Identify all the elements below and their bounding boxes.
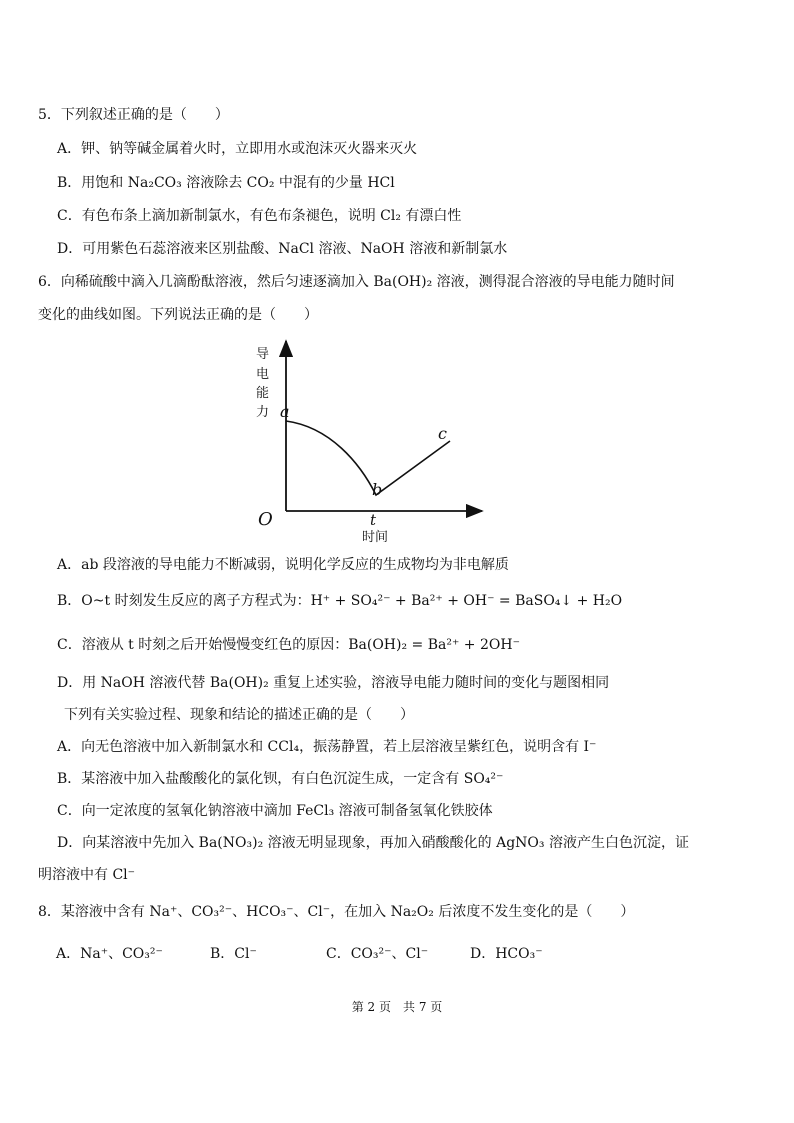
graph-ylabel-char-2: 电 bbox=[256, 367, 270, 382]
q6-stem-line2: 变化的曲线如图。下列说法正确的是（ ） bbox=[38, 307, 318, 323]
q7-option-b: B．某溶液中加入盐酸酸化的氯化钡，有白色沉淀生成，一定含有 SO₄²⁻ bbox=[57, 771, 504, 787]
graph-curve bbox=[286, 421, 450, 495]
graph-ylabel-char-1: 导 bbox=[256, 347, 270, 362]
q6-option-c: C．溶液从 t 时刻之后开始慢慢变红色的原因：Ba(OH)₂ = Ba²⁺ + 2OH⁻ bbox=[57, 637, 520, 653]
q5-option-b: B．用饱和 Na₂CO₃ 溶液除去 CO₂ 中混有的少量 HCl bbox=[57, 175, 395, 191]
q8-option-a: A．Na⁺、CO₃²⁻ bbox=[56, 946, 163, 962]
graph-point-b: b bbox=[372, 480, 383, 499]
q5-option-c: C．有色布条上滴加新制氯水，有色布条褪色，说明 Cl₂ 有漂白性 bbox=[57, 208, 462, 224]
q6-option-b: B．O~t 时刻发生反应的离子方程式为：H⁺ + SO₄²⁻ + Ba²⁺ + OH⁻ = BaSO₄↓ + H₂O bbox=[57, 593, 623, 609]
q8-option-d: D．HCO₃⁻ bbox=[470, 946, 543, 962]
q8-option-b: B．Cl⁻ bbox=[210, 946, 257, 962]
conductivity-graph bbox=[250, 335, 490, 545]
q6-stem-line1: 6．向稀硫酸中滴入几滴酚酞溶液，然后匀速逐滴加入 Ba(OH)₂ 溶液，测得混合溶液的导电能力随时间 bbox=[38, 274, 675, 290]
q6-option-a: A．ab 段溶液的导电能力不断减弱，说明化学反应的生成物均为非电解质 bbox=[57, 557, 509, 573]
q8-stem: 8．某溶液中含有 Na⁺、CO₃²⁻、HCO₃⁻、Cl⁻，在加入 Na₂O₂ 后浓度不发生变化的是（ ） bbox=[38, 904, 635, 920]
q7-stem: 下列有关实验过程、现象和结论的描述正确的是（ ） bbox=[64, 707, 414, 723]
graph-origin: O bbox=[258, 509, 273, 530]
page-footer: 第 2 页 共 7 页 bbox=[351, 1000, 443, 1014]
graph-t-label: t bbox=[370, 511, 377, 529]
q6-option-d: D．用 NaOH 溶液代替 Ba(OH)₂ 重复上述实验，溶液导电能力随时间的变化与题图相同 bbox=[57, 675, 610, 691]
q7-option-c: C．向一定浓度的氢氧化钠溶液中滴加 FeCl₃ 溶液可制备氢氧化铁胶体 bbox=[57, 803, 493, 819]
graph-ylabel-char-4: 力 bbox=[256, 405, 270, 420]
q8-options-row bbox=[56, 943, 756, 963]
q7-option-a: A．向无色溶液中加入新制氯水和 CCl₄，振荡静置，若上层溶液呈紫红色，说明含有 I⁻ bbox=[57, 739, 597, 755]
graph-point-c: c bbox=[438, 424, 447, 443]
q7-option-d-line2: 明溶液中有 Cl⁻ bbox=[38, 867, 136, 883]
q7-option-d-line1: D．向某溶液中先加入 Ba(NO₃)₂ 溶液无明显现象，再加入硝酸酸化的 AgNO₃ 溶液产生白色沉淀，证 bbox=[57, 835, 689, 851]
q5-stem: 5．下列叙述正确的是（ ） bbox=[38, 107, 229, 123]
graph-point-a: a bbox=[280, 402, 290, 421]
q5-option-a: A．钾、钠等碱金属着火时，立即用水或泡沫灭火器来灭火 bbox=[57, 141, 418, 157]
q5-option-d: D．可用紫色石蕊溶液来区别盐酸、NaCl 溶液、NaOH 溶液和新制氯水 bbox=[57, 241, 508, 257]
q8-option-c: C．CO₃²⁻、Cl⁻ bbox=[326, 946, 429, 962]
graph-ylabel-char-3: 能 bbox=[256, 386, 270, 401]
graph-xlabel: 时间 bbox=[362, 530, 389, 545]
